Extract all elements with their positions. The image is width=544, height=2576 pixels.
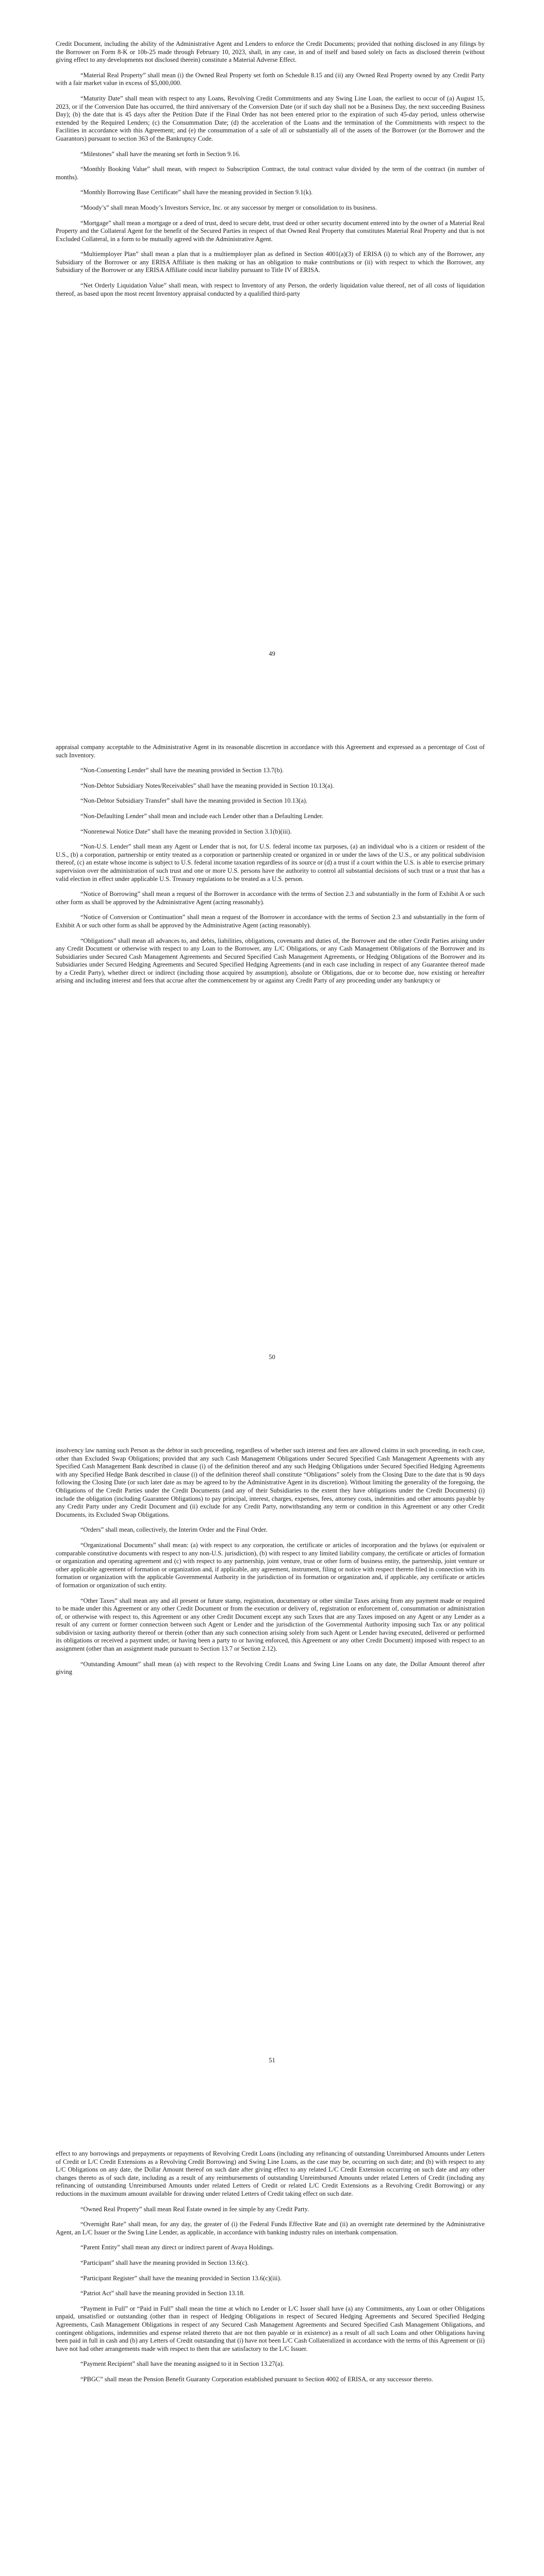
page-body bbox=[56, 2150, 485, 2391]
definition-maturity-date: “Maturity Date” shall mean with respect to any Loans, Revolving Credit Commitments and any Swing Line Loan, the earliest to occur of (a) August 15, 2023, or if the Conversion Date has occurred, the third anniversary of the Conversion Date (or if such day shall not be a Business Day, the next succeeding Business Day); (b) the date that is 45 days after the Petition Date if the Final Order has not been entered prior to the expiration of such 45-day period, unless otherwise extended by the Required Lenders; (c) the Consummation Date; (d) the acceleration of the Loans and the termination of the Commitments with respect to the Facilities in accordance with this Agreement; and (e) the consummation of a sale of all or substantially all of the assets of the Borrower (or the Borrower and the Guarantors) pursuant to section 363 of the Bankruptcy Code. bbox=[56, 94, 485, 142]
definition-multiemployer-plan: “Multiemployer Plan” shall mean a plan that is a multiemployer plan as defined in Section 4001(a)(3) of ERISA (i) to which any of the Borrower, any Subsidiary of the Borrower or any ERISA Affiliate is then making or has an obligation to make contributions or (ii) with respect to which the Borrower, any Subsidiary of the Borrower or any ERISA Affiliate could incur liability pursuant to Title IV of ERISA. bbox=[56, 250, 485, 274]
definition-milestones: “Milestones” shall have the meaning set forth in Section 9.16. bbox=[80, 150, 240, 158]
definition-non-debtor-subsidiary-notes: “Non-Debtor Subsidiary Notes/Receivables” shall have the meaning provided in Section 10.13(a). bbox=[80, 782, 334, 789]
definition-net-orderly-liquidation-value: “Net Orderly Liquidation Value” shall mean, with respect to Inventory of any Person, the orderly liquidation value thereof, net of all costs of liquidation thereof, as based upon the most recent Inventory appraisal conducted by a qualified third-party bbox=[56, 282, 485, 297]
paragraph: effect to any borrowings and prepayments or repayments of Revolving Credit Loans (including any refinancing of outstanding Unreimbursed Amounts under Letters of Credit or L/C Credit Extensions as a Revolving Credit Borrowing) and Swing Line Loans, as the case may be, occurring on such date; and (b) with respect to any L/C Obligations on any date, the Dollar Amount thereof on such date after giving effect to any related L/C Credit Extension occurring on such date and any other changes thereto as of such date, including as a result of any reimbursements of outstanding Unreimbursed Amounts under related Letters of Credit (including any refinancing of outstanding Unreimbursed Amounts under related Letters of Credit or related L/C Credit Extensions as a Revolving Credit Borrowing) or any reductions in the maximum amount available for drawing under related Letters of Credit taking effect on such date. bbox=[56, 2150, 485, 2197]
page-body bbox=[56, 40, 485, 305]
definition-moodys: “Moody’s” shall mean Moody’s Investors Service, Inc. or any successor by merger or consolidation to its business. bbox=[80, 204, 377, 211]
definition-pbgc: “PBGC” shall mean the Pension Benefit Guaranty Corporation established pursuant to Section 4002 of ERISA, or any successor thereto. bbox=[80, 2375, 433, 2383]
definition-parent-entity: “Parent Entity” shall mean any direct or indirect parent of Avaya Holdings. bbox=[80, 2244, 274, 2251]
definition-patriot-act: “Patriot Act” shall have the meaning provided in Section 13.18. bbox=[80, 2290, 245, 2297]
document-page-51 bbox=[0, 1406, 544, 2110]
definition-mortgage: “Mortgage” shall mean a mortgage or a deed of trust, deed to secure debt, trust deed or other security document entered into by the owner of a Material Real Property and the Collateral Agent for the benefit of the Secured Parties in respect of that Owned Real Property that constitutes Material Real Property and that is not Excluded Collateral, in a form to be mutually agreed with the Administrative Agent. bbox=[56, 219, 485, 243]
definition-outstanding-amount: “Outstanding Amount” shall mean (a) with respect to the Revolving Credit Loans and Swing Line Loans on any date, the Dollar Amount thereof after giving bbox=[56, 1660, 485, 1676]
definition-nonrenewal-notice-date: “Nonrenewal Notice Date” shall have the meaning provided in Section 3.1(b)(iii). bbox=[80, 827, 292, 835]
document-page-52 bbox=[0, 2110, 544, 2576]
definition-participant-register: “Participant Register” shall have the meaning provided in Section 13.6(c)(iii). bbox=[80, 2274, 282, 2282]
definition-owned-real-property: “Owned Real Property” shall mean Real Estate owned in fee simple by any Credit Party. bbox=[80, 2205, 309, 2213]
definition-notice-of-conversion: “Notice of Conversion or Continuation” shall mean a request of the Borrower in accordance with the terms of Section 2.3 and substantially in the form of Exhibit A or such other form as shall be approved by the Administrative Agent (acting reasonably). bbox=[56, 913, 485, 929]
definition-non-consenting-lender: “Non-Consenting Lender” shall have the meaning provided in Section 13.7(b). bbox=[80, 767, 284, 774]
definition-obligations: “Obligations” shall mean all advances to, and debts, liabilities, obligations, covenants and duties of, the Borrower and the other Credit Parties arising under any Credit Document or otherwise with respect to any Loan to the Borrower, any L/C Obligations, or any Cash Management Obligations of the Borrower and its Subsidiaries under Secured Cash Management Agreements and Secured Specified Cash Management Agreements, or Hedging Obligations of the Borrower and its Subsidiaries under Secured Hedging Agreements and Secured Specified Hedging Agreements (and in each case including in respect of any Guarantee thereof made by a Credit Party), whether direct or indirect (including those acquired by assumption), absolute or Obligations, due or to become due, now existing or hereafter arising and including interest and fees that accrue after the commencement by or against any Credit Party of any proceeding under any bankruptcy or bbox=[56, 937, 485, 985]
definition-monthly-borrowing-base-certificate: “Monthly Borrowing Base Certificate” shall have the meaning provided in Section 9.1(k). bbox=[80, 189, 313, 196]
document-page-50 bbox=[0, 703, 544, 1406]
definition-notice-of-borrowing: “Notice of Borrowing” shall mean a request of the Borrower in accordance with the terms of Section 2.3 and substantially in the form of Exhibit A or such other form as shall be approved by the Administrative Agent (acting reasonably). bbox=[56, 890, 485, 906]
definition-non-defaulting-lender: “Non-Defaulting Lender” shall mean and include each Lender other than a Defaulting Lender. bbox=[80, 812, 323, 820]
paragraph: Credit Document, including the ability of the Administrative Agent and Lenders to enforce the Credit Documents; provided that nothing disclosed in any filings by the Borrower on Form 8-K or 10b-25 made through February 10, 2023, shall, in any case, in and of itself and based solely on facts as disclosed therein (without giving effect to any developments not disclosed therein) constitute a Material Adverse Effect. bbox=[56, 40, 485, 64]
definition-non-debtor-subsidiary-transfer: “Non-Debtor Subsidiary Transfer” shall have the meaning provided in Section 10.13(a). bbox=[80, 797, 308, 805]
definition-other-taxes: “Other Taxes” shall mean any and all present or future stamp, registration, documentary or other similar Taxes arising from any payment made or required to be made under this Agreement or any other Credit Document or from the execution or delivery of, registration or enforcement of, consummation or administration of, or otherwise with respect to, this Agreement or any other Credit Document except any such Taxes that are any Taxes imposed on any Agent or any Lender as a result of any current or former connection between such Agent or Lender and the jurisdiction of the Governmental Authority imposing such Tax or any political subdivision or taxing authority thereof or therein (other than any such connection arising solely from such Agent or Lender having executed, delivered or performed its obligations or received a payment under, or having been a party to or having enforced, this Agreement or any other Credit Document) imposed with respect to an assignment (other than an assignment made pursuant to Section 13.7 or Section 2.12). bbox=[56, 1597, 485, 1653]
definition-organizational-documents: “Organizational Documents” shall mean: (a) with respect to any corporation, the certificate or articles of incorporation and the bylaws (or equivalent or comparable constitutive documents with respect to any non-U.S. jurisdiction), (b) with respect to any limited liability company, the certificate or articles of formation or organization and operating agreement and (c) with respect to any partnership, joint venture, trust or other form of business entity, the partnership, joint venture or other applicable agreement of formation or organization and, if applicable, any agreement, instrument, filing or notice with respect thereto filed in connection with its formation or organization with the applicable Governmental Authority in the jurisdiction of its formation or organization and, if applicable, any certificate or articles of formation or organization of such entity. bbox=[56, 1541, 485, 1589]
definition-payment-in-full: “Payment in Full” or “Paid in Full” shall mean the time at which no Lender or L/C Issuer shall have (a) any Commitments, any Loan or other Obligations unpaid, unsatisfied or outstanding (other than in respect of Hedging Obligations in respect of Secured Hedging Agreements and Secured Specified Hedging Agreements, Cash Management Obligations in respect of any Secured Cash Management Agreements and Secured Specified Cash Management Obligations, and contingent obligations, indemnities and expense related thereto that are not then payable or in existence) as a result of all such Loans and other Obligations having been paid in full in cash and (b) any Letters of Credit outstanding that (i) have not been L/C Cash Collateralized in accordance with the terms of this Agreement or (ii) have not had other arrangements made with respect to them that are satisfactory to the L/C Issuer. bbox=[56, 2304, 485, 2352]
page-number: 50 bbox=[269, 1353, 275, 1361]
definition-non-us-lender: “Non-U.S. Lender” shall mean any Agent or Lender that is not, for U.S. federal income tax purposes, (a) an individual who is a citizen or resident of the U.S., (b) a corporation, partnership or entity treated as a corporation or partnership created or organized in or under the laws of the U.S., or any political subdivision thereof, (c) an estate whose income is subject to U.S. federal income taxation regardless of its source or (d) a trust if a court within the U.S. is able to exercise primary supervision over the administration of such trust and one or more U.S. persons have the authority to control all substantial decisions of such trust or a trust that has a valid election in effect under applicable U.S. Treasury regulations to be treated as a U.S. person. bbox=[56, 843, 485, 883]
page-body bbox=[56, 743, 485, 992]
paragraph: appraisal company acceptable to the Administrative Agent in its reasonable discretion in accordance with this Agreement and expressed as a percentage of Cost of such Inventory. bbox=[56, 743, 485, 759]
definition-monthly-booking-value: “Monthly Booking Value” shall mean, with respect to Subscription Contract, the total contract value divided by the term of the contract (in number of months). bbox=[56, 165, 485, 181]
page-number: 51 bbox=[269, 2057, 275, 2064]
page-body bbox=[56, 1447, 485, 1684]
document-page-49 bbox=[0, 0, 544, 703]
paragraph: insolvency law naming such Person as the debtor in such proceeding, regardless of whether such interest and fees are allowed claims in such proceeding, in each case, other than Excluded Swap Obligations; provided that any such Cash Management Obligations under Secured Specified Cash Management Agreements with any Specified Cash Management Bank described in clause (i) of the definition thereof and any such Hedging Obligations under Secured Specified Hedging Agreements with any Specified Hedge Bank described in clause (i) of the definition thereof shall constitute “Obligations” solely from the Closing Date to the date that is 90 days following the Closing Date (or such later date as may be agreed to by the Administrative Agent in its discretion). Without limiting the generality of the foregoing, the Obligations of the Credit Parties under the Credit Documents (and any of their Subsidiaries to the extent they have obligations under the Credit Documents) (i) include the obligation (including Guarantee Obligations) to pay principal, interest, charges, expenses, fees, attorney costs, indemnities and other amounts payable by any Credit Party under any Credit Document and (ii) exclude for any Credit Party, notwithstanding any term or condition in this Agreement or any other Credit Documents, its Excluded Swap Obligations. bbox=[56, 1447, 485, 1518]
definition-overnight-rate: “Overnight Rate” shall mean, for any day, the greater of (i) the Federal Funds Effective Rate and (ii) an overnight rate determined by the Administrative Agent, an L/C Issuer or the Swing Line Lender, as applicable, in accordance with banking industry rules on interbank compensation. bbox=[56, 2221, 485, 2236]
definition-participant: “Participant” shall have the meaning provided in Section 13.6(c). bbox=[80, 2259, 249, 2266]
definition-orders: “Orders” shall mean, collectively, the Interim Order and the Final Order. bbox=[80, 1526, 268, 1534]
page-number: 49 bbox=[269, 650, 275, 657]
definition-payment-recipient: “Payment Recipient” shall have the meaning assigned to it in Section 13.27(a). bbox=[80, 2360, 284, 2368]
definition-material-real-property: “Material Real Property” shall mean (i) the Owned Real Property set forth on Schedule 8.15 and (ii) any Owned Real Property owned by any Credit Party with a fair market value in excess of $5,000,000. bbox=[56, 71, 485, 87]
